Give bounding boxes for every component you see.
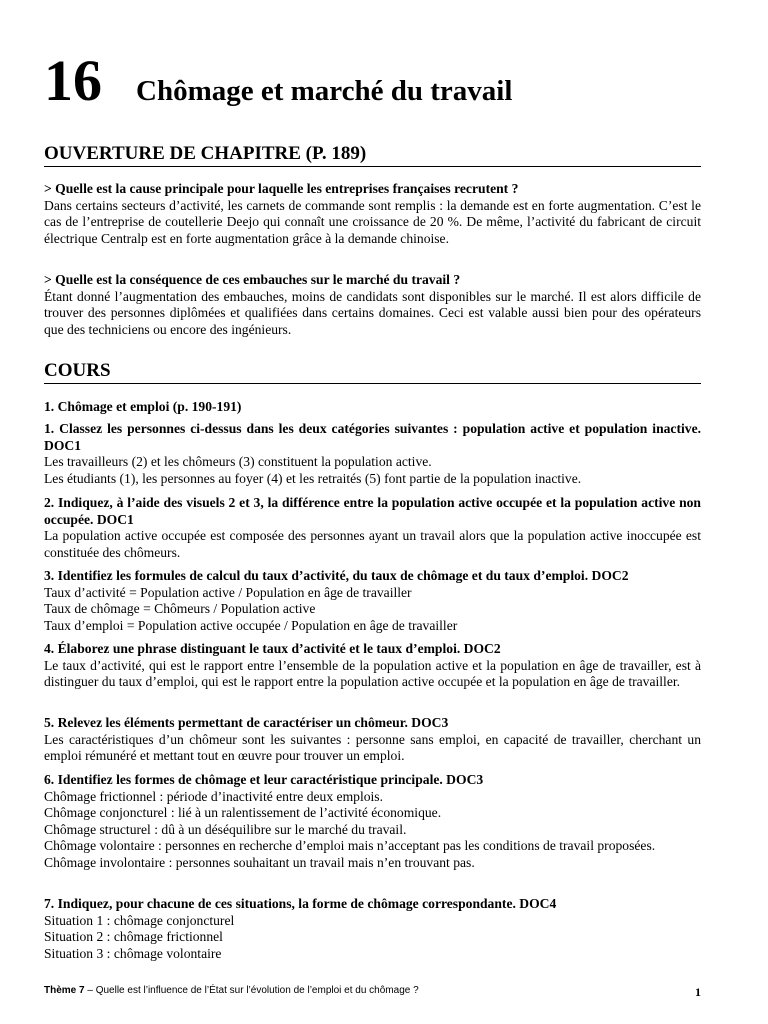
cours-subtitle [44,399,701,416]
question: > Quelle est la cause principale pour laquelle les entreprises françaises recrutent ? [44,181,519,196]
page-number: 1 [695,985,701,999]
question-block-5 [44,715,701,765]
question-block-6 [44,772,701,872]
question: 3. Identifiez les formules de calcul du taux d’activité, du taux de chômage et du taux d’emploi. DOC2 [44,568,629,583]
footer-theme [44,985,419,1000]
question: 5. Relevez les éléments permettant de caractériser un chômeur. DOC3 [44,715,449,730]
question-block-1 [44,421,701,487]
footer-theme-text: – Quelle est l’influence de l’État sur l’évolution de l’emploi et du chômage ? [84,985,419,996]
answer-line: Les travailleurs (2) et les chômeurs (3) constituent la population active. [44,454,432,470]
answer-line: Les étudiants (1), les personnes au foyer (4) et les retraités (5) font partie de la population inactive. [44,470,582,486]
answer-line: Chômage involontaire : personnes souhaitant un travail mais n’en trouvant pas. [44,854,475,870]
chapter-title: Chômage et marché du travail [136,75,513,107]
question-block-4 [44,641,701,691]
question-block-2 [44,495,701,561]
answer: Les caractéristiques d’un chômeur sont les suivantes : personne sans emploi, en capacité de travailler, cherchant un emploi rémunéré et mettant tout en œuvre pour trouver un emploi. [44,731,701,764]
answer-line: Chômage frictionnel : période d’inactivité entre deux emplois. [44,788,383,804]
page-footer [44,985,701,1000]
question: 1. Classez les personnes ci-dessus dans les deux catégories suivantes : population active et population inactive. DOC1 [44,421,701,453]
footer-theme-label: Thème 7 [44,985,85,996]
ouverture-item-1 [44,181,701,247]
chapter-number: 16 [44,48,102,113]
question-block-3 [44,568,701,634]
question: > Quelle est la conséquence de ces embauches sur le marché du travail ? [44,272,461,287]
answer-line: Taux de chômage = Chômeurs / Population active [44,601,316,617]
answer-line: Chômage volontaire : personnes en recherche d’emploi mais n’acceptant pas les conditions de travail proposées. [44,838,656,854]
answer-line: Situation 1 : chômage conjoncturel [44,912,235,928]
answer-line: Chômage conjoncturel : lié à un ralentissement de l’activité économique. [44,805,442,821]
answer: Étant donné l’augmentation des embauches, moins de candidats sont disponibles sur le marché. Il est alors difficile de trouver des personnes diplômées et qualifiées dans certains domaines. Ceci est valable aussi bien pour des opérateurs que des techniciens ou encore des ingénieurs. [44,288,701,337]
section-title-cours: COURS [44,360,701,384]
question: 4. Élaborez une phrase distinguant le taux d’activité et le taux d’emploi. DOC2 [44,641,501,656]
subsection-title: 1. Chômage et emploi (p. 190-191) [44,399,242,414]
answer-line: Situation 3 : chômage volontaire [44,945,222,961]
ouverture-item-2 [44,272,701,338]
answer: Le taux d’activité, qui est le rapport entre l’ensemble de la population active et la population en âge de travailler, est à distinguer du taux d’emploi, qui est le rapport entre la population active occupée et la population en âge de travailler. [44,657,701,690]
question: 2. Indiquez, à l’aide des visuels 2 et 3, la différence entre la population active occupée et la population active non occupée. DOC1 [44,495,701,527]
section-title-ouverture: OUVERTURE DE CHAPITRE (P. 189) [44,143,701,167]
answer-line: Chômage structurel : dû à un déséquilibre sur le marché du travail. [44,821,407,837]
answer-line: Taux d’emploi = Population active occupée / Population en âge de travailler [44,617,458,633]
question-block-7 [44,896,701,962]
chapter-header [44,48,513,113]
answer: La population active occupée est composée des personnes ayant un travail alors que la population active inoccupée est constituée des chômeurs. [44,528,701,560]
question: 7. Indiquez, pour chacune de ces situations, la forme de chômage correspondante. DOC4 [44,896,557,911]
question: 6. Identifiez les formes de chômage et leur caractéristique principale. DOC3 [44,772,484,787]
answer: Dans certains secteurs d’activité, les carnets de commande sont remplis : la demande est en forte augmentation. C’est le cas de l’entreprise de coutellerie Deejo qui connaît une croissance de 20 %. De même, l’activité du fabricant de circuit électrique Centralp est en forte augmentation grâce à la demande chinoise. [44,197,701,246]
answer-line: Taux d’activité = Population active / Population en âge de travailler [44,584,412,600]
answer-line: Situation 2 : chômage frictionnel [44,929,223,945]
